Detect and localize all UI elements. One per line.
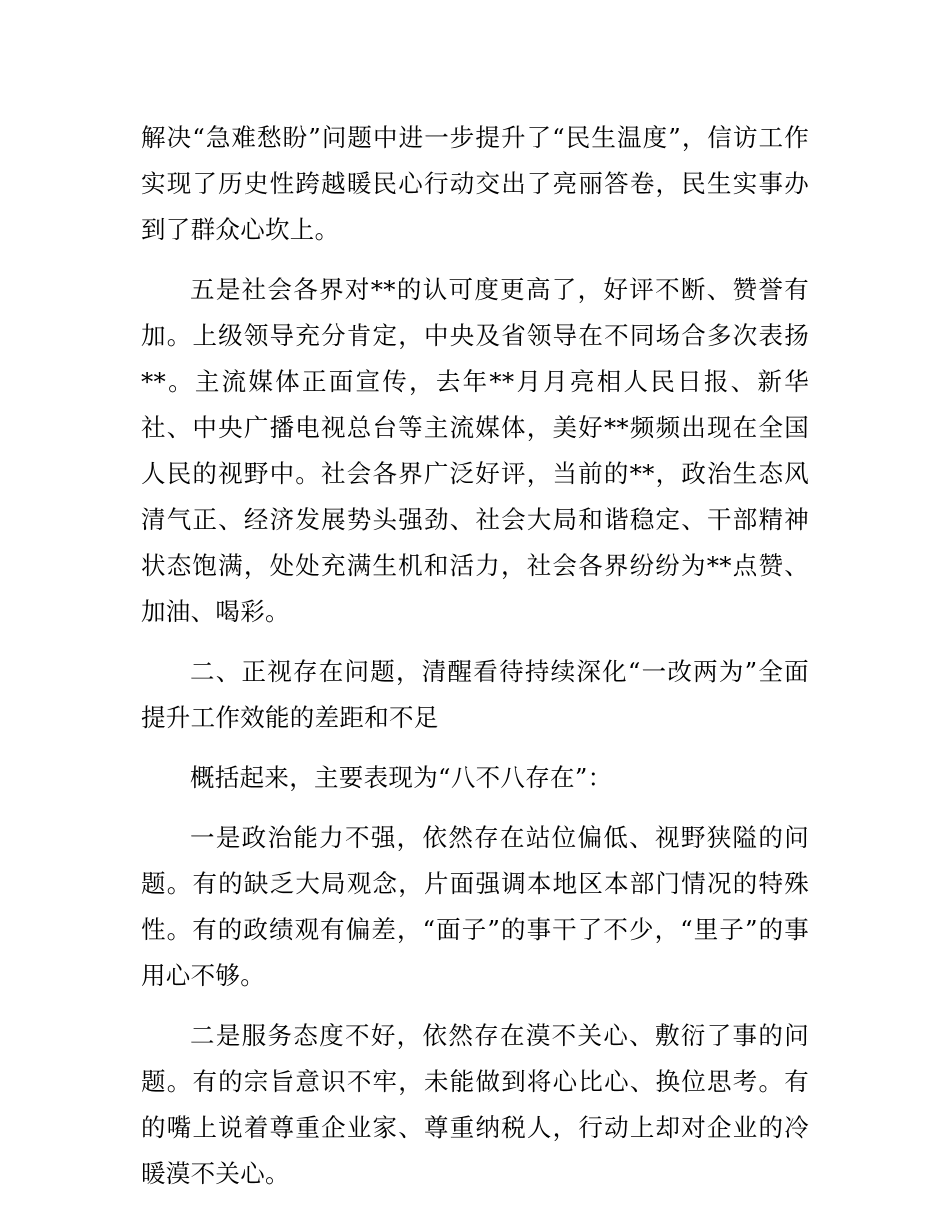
document-body xyxy=(141,115,809,1197)
paragraph-point-five: 五是社会各界对**的认可度更高了，好评不断、赞誉有加。上级领导充分肯定，中央及省领导在不同场合多次表扬**。主流媒体正面宣传，去年**月月亮相人民日报、新华社、中央广播电视总台等主流媒体，美好**频频出现在全国人民的视野中。社会各界广泛好评，当前的**，政治生态风清气正、经济发展势头强劲、社会大局和谐稳定、干部精神状态饱满，处处充满生机和活力，社会各界纷纷为**点赞、加油、喝彩。 xyxy=(141,275,809,626)
section-heading-two: 二、正视存在问题，清醒看待持续深化“一改两为”全面提升工作效能的差距和不足 xyxy=(141,657,809,732)
paragraph-problem-two: 二是服务态度不好，依然存在漠不关心、敷衍了事的问题。有的宗旨意识不牢，未能做到将心比心、换位思考。有的嘴上说着尊重企业家、尊重纳税人，行动上却对企业的冷暖漠不关心。 xyxy=(141,1021,809,1188)
paragraph-summary: 概括起来，主要表现为“八不八存在”： xyxy=(190,763,613,792)
paragraph-problem-one: 一是政治能力不强，依然存在站位偏低、视野狭隘的问题。有的缺乏大局观念，片面强调本地区本部门情况的特殊性。有的政绩观有偏差，“面子”的事干了不少，“里子”的事用心不够。 xyxy=(141,823,809,990)
paragraph-continuation: 解决“急难愁盼”问题中进一步提升了“民生温度”，信访工作实现了历史性跨越暖民心行动交出了亮丽答卷，民生实事办到了群众心坎上。 xyxy=(141,123,809,244)
